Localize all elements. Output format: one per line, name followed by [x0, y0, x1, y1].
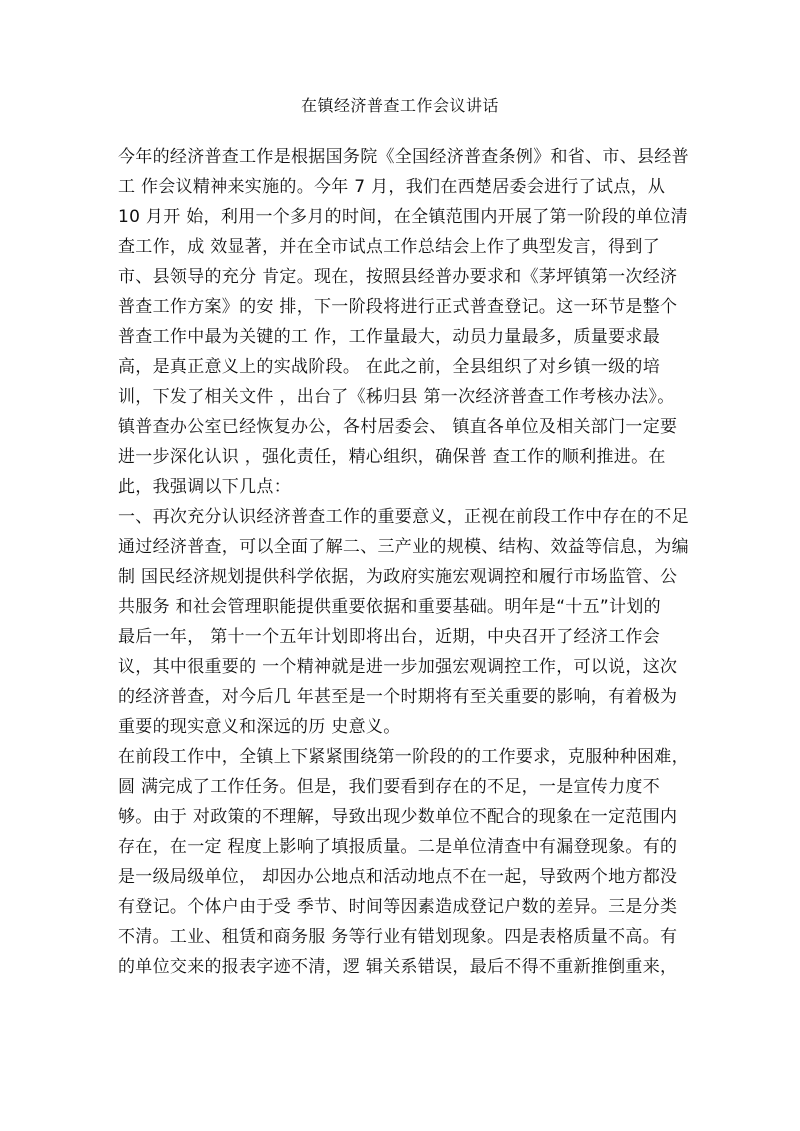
body-line: 工 作会议精神来实施的。今年 7 月，我们在西楚居委会进行了试点，从	[118, 177, 666, 197]
body-line: 一、再次充分认识经济普查工作的重要意义，正视在前段工作中存在的不足	[118, 507, 689, 527]
body-line: 在前段工作中，全镇上下紧紧围绕第一阶段的的工作要求，克服种种困难，	[118, 747, 689, 767]
body-line: 议，其中很重要的 一个精神就是进一步加强宏观调控工作，可以说，这次	[118, 657, 678, 677]
body-line: 查工作，成 效显著，并在全市试点工作总结会上作了典型发言，得到了	[118, 237, 661, 257]
body-line: 进一步深化认识 ，强化责任，精心组织，确保普 查工作的顺利推进。在	[118, 447, 666, 467]
body-line: 今年的经济普查工作是根据国务院《全国经济普查条例》和省、市、县经普	[118, 147, 689, 167]
document-title: 在镇经济普查工作会议讲话	[300, 96, 499, 115]
document-body	[118, 142, 688, 982]
body-line: 普查工作中最为关键的工 作，工作量最大，动员力量最多，质量要求最	[118, 327, 661, 347]
body-line: 此，我强调以下几点：	[118, 477, 291, 497]
body-line: 最后一年， 第十一个五年计划即将出台，近期，中央召开了经济工作会	[118, 627, 661, 647]
body-line: 的单位交来的报表字迹不清，逻 辑关系错误，最后不得不重新推倒重来，	[118, 957, 678, 977]
body-line: 市、县领导的充分 肯定。现在，按照县经普办要求和《茅坪镇第一次经济	[118, 267, 678, 287]
body-line: 普查工作方案》的安 排，下一阶段将进行正式普查登记。这一环节是整个	[118, 297, 678, 317]
body-line: 有登记。个体户由于受 季节、时间等因素造成登记户数的差异。三是分类	[118, 897, 678, 917]
body-line: 是一级局级单位， 却因办公地点和活动地点不在一起，导致两个地方都没	[118, 867, 678, 887]
body-line: 不清。工业、租赁和商务服 务等行业有错划现象。四是表格质量不高。有	[118, 927, 678, 947]
body-line: 10 月开 始，利用一个多月的时间，在全镇范围内开展了第一阶段的单位清	[118, 207, 688, 227]
body-line: 重要的现实意义和深远的历 史意义。	[118, 717, 401, 737]
body-line: 共服务 和社会管理职能提供重要依据和重要基础。明年是“十五”计划的	[118, 597, 661, 617]
body-line: 够。由于 对政策的不理解，导致出现少数单位不配合的现象在一定范围内	[118, 807, 678, 827]
body-line: 高，是真正意义上的实战阶段。 在此之前，全县组织了对乡镇一级的培	[118, 357, 661, 377]
body-line: 训，下发了相关文件 ，出台了《秭归县 第一次经济普查工作考核办法》。	[118, 387, 675, 407]
body-line: 镇普查办公室已经恢复办公，各村居委会、 镇直各单位及相关部门一定要	[118, 417, 678, 437]
body-line: 制 国民经济规划提供科学依据，为政府实施宏观调控和履行市场监管、公	[118, 567, 678, 587]
body-line: 圆 满完成了工作任务。但是，我们要看到存在的不足，一是宣传力度不	[118, 777, 661, 797]
body-line: 存在，在一定 程度上影响了填报质量。二是单位清查中有漏登现象。有的	[118, 837, 678, 857]
body-line: 通过经济普查，可以全面了解二、三产业的规模、结构、效益等信息，为编	[118, 537, 689, 557]
body-line: 的经济普查，对今后几 年甚至是一个时期将有至关重要的影响，有着极为	[118, 687, 678, 707]
